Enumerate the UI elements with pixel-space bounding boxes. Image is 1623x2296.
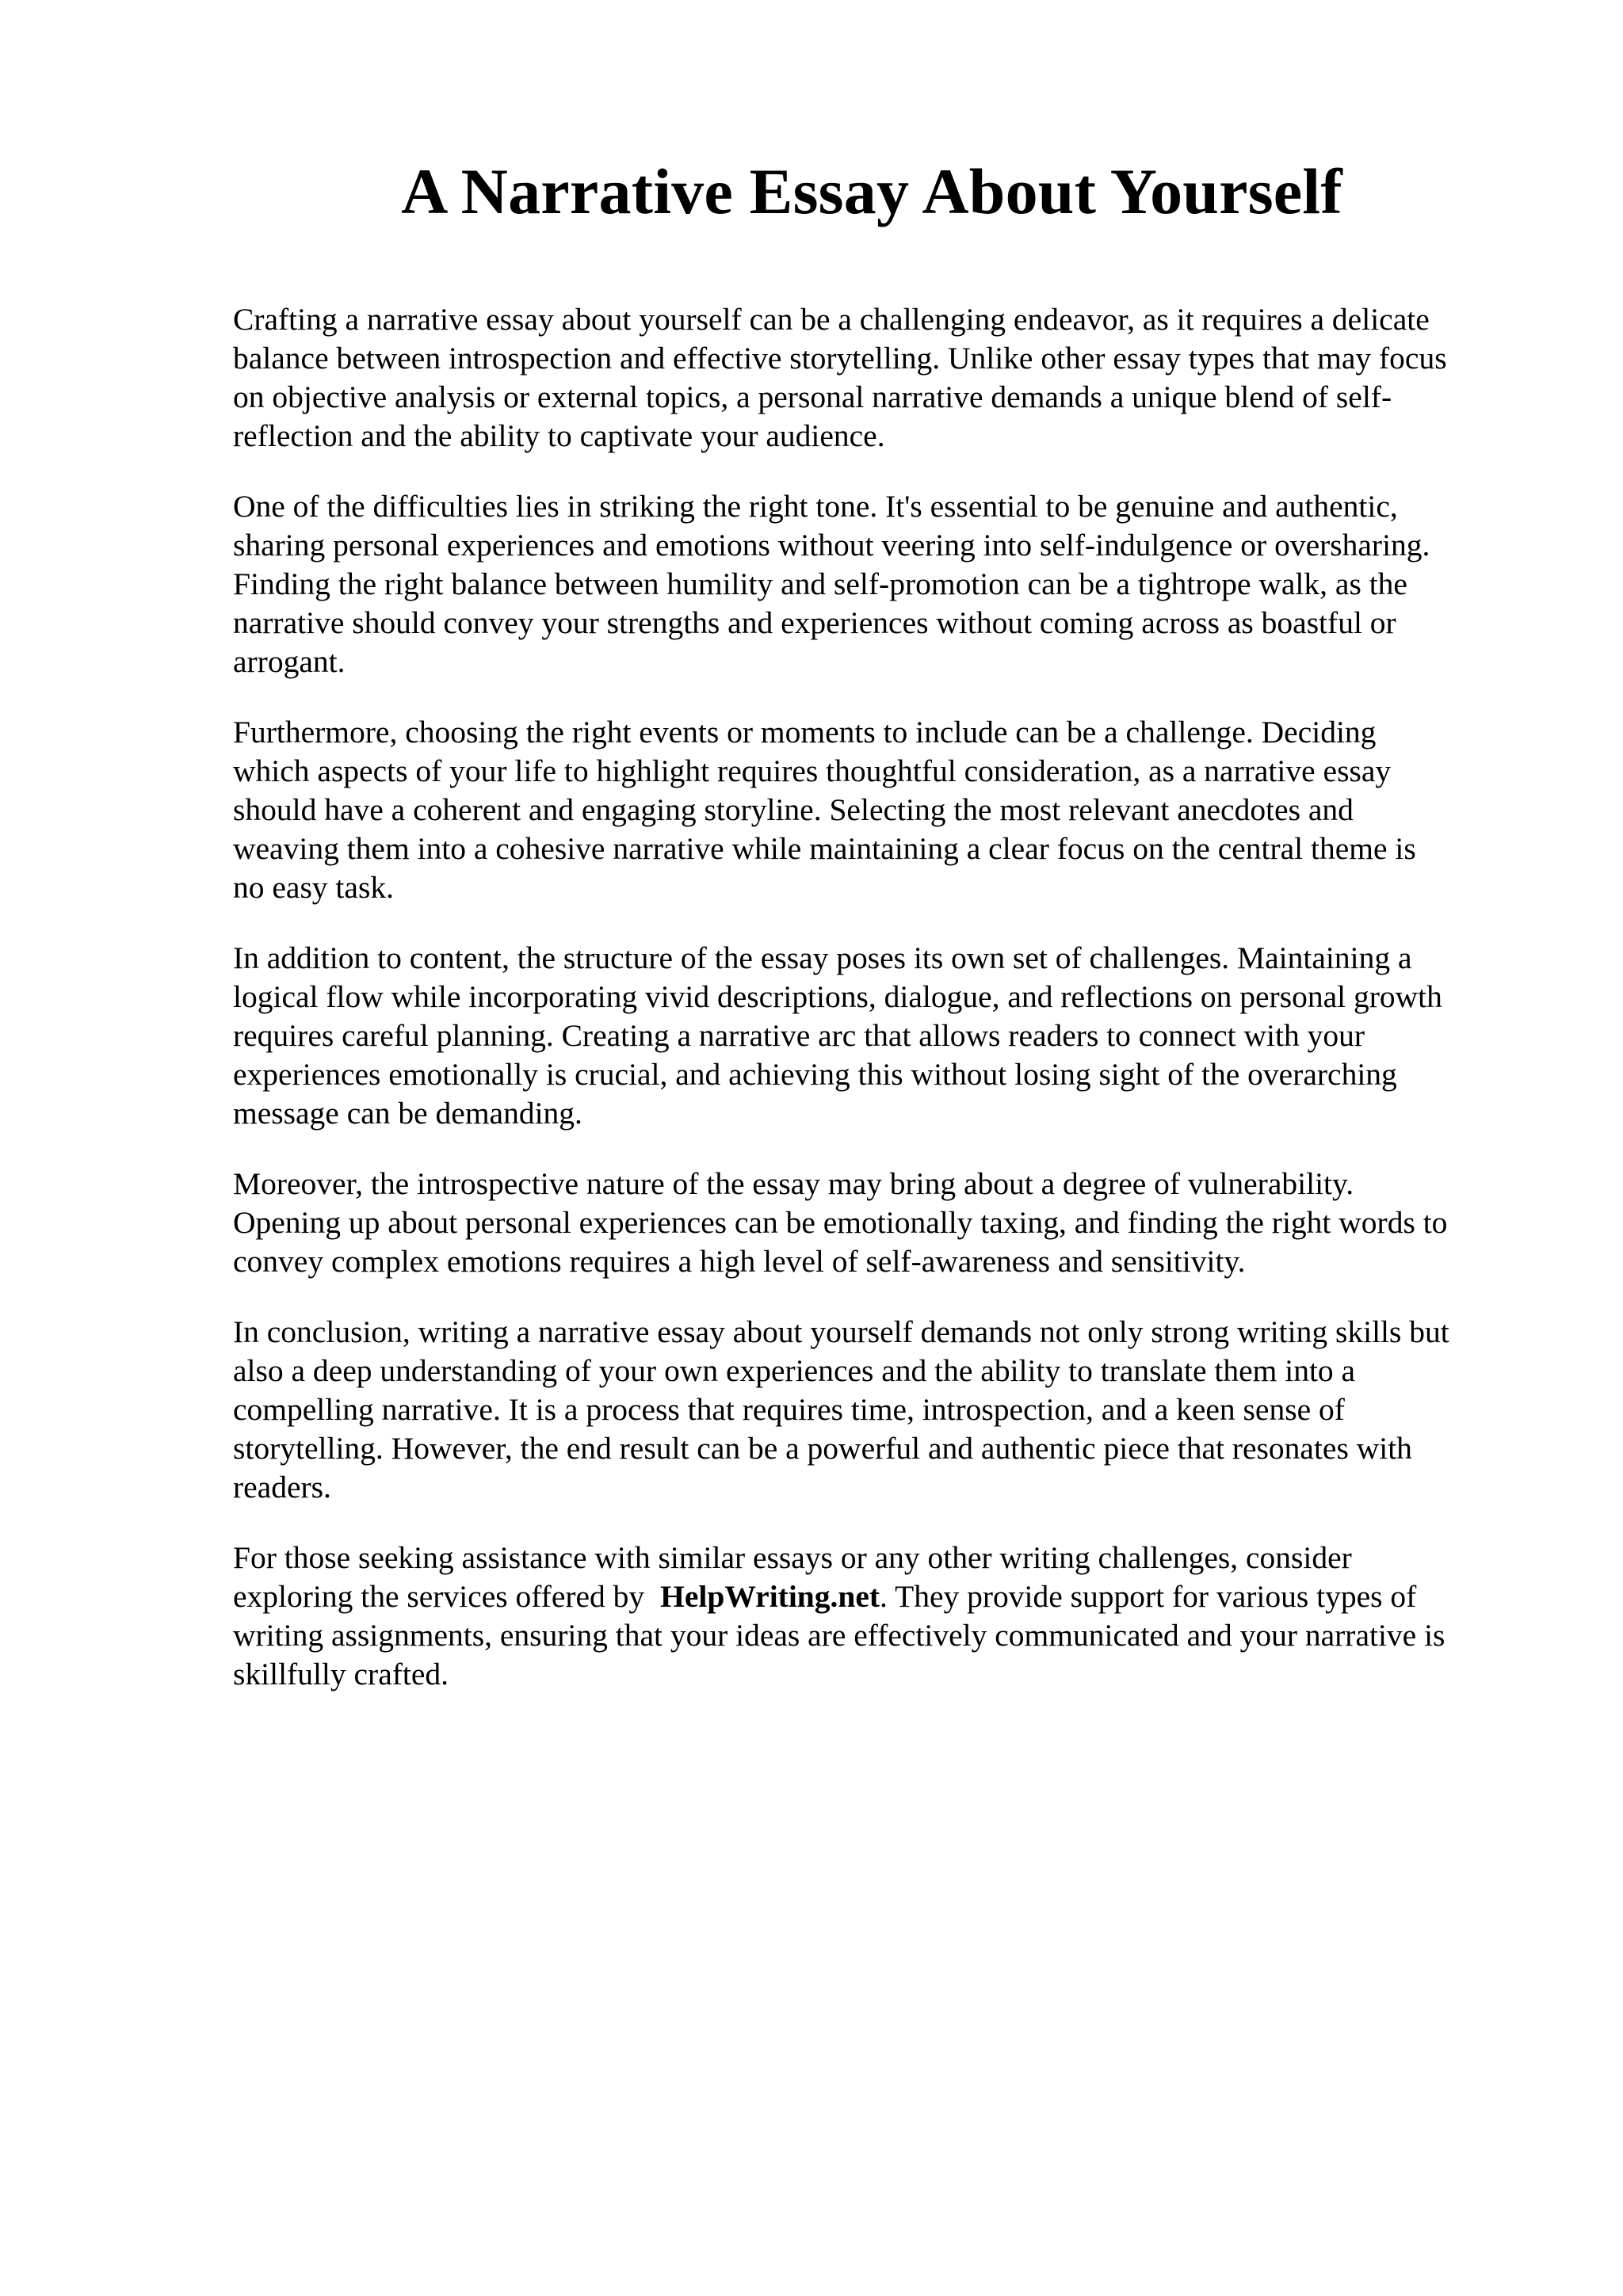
paragraph-line: arrogant. — [233, 644, 346, 679]
paragraph-line: Opening up about personal experiences can be emotionally taxing, and finding the right words to — [233, 1205, 1448, 1240]
paragraph-line — [233, 1577, 1533, 1616]
paragraph-line: In addition to content, the structure of the essay poses its own set of challenges. Maintaining a — [233, 940, 1412, 975]
essay-body — [233, 300, 1533, 1726]
paragraph-line: Moreover, the introspective nature of the essay may bring about a degree of vulnerability. — [233, 1166, 1354, 1201]
closing-paragraph — [233, 1539, 1533, 1694]
helpwriting-link[interactable]: HelpWriting.net — [660, 1579, 880, 1614]
paragraph-line: message can be demanding. — [233, 1096, 582, 1131]
paragraph-line: For those seeking assistance with similar essays or any other writing challenges, consider — [233, 1540, 1352, 1575]
paragraph-3 — [233, 713, 1533, 907]
closing-text-after-link: . They provide support for various types of — [880, 1579, 1417, 1614]
paragraph-line: narrative should convey your strengths and experiences without coming across as boastful or — [233, 605, 1396, 640]
paragraph-line: requires careful planning. Creating a narrative arc that allows readers to connect with your — [233, 1018, 1365, 1053]
paragraph-line: writing assignments, ensuring that your ideas are effectively communicated and your narrative is — [233, 1618, 1445, 1653]
paragraph-line: reflection and the ability to captivate your audience. — [233, 418, 885, 453]
paragraph-2 — [233, 487, 1533, 681]
paragraph-line: storytelling. However, the end result can be a powerful and authentic piece that resonates with — [233, 1431, 1412, 1466]
paragraph-line: sharing personal experiences and emotions without veering into self-indulgence or oversharing. — [233, 528, 1430, 563]
paragraph-line: should have a coherent and engaging storyline. Selecting the most relevant anecdotes and — [233, 792, 1354, 827]
paragraph-line: balance between introspection and effective storytelling. Unlike other essay types that may focus — [233, 341, 1447, 376]
paragraph-4 — [233, 939, 1533, 1133]
paragraph-line: no easy task. — [233, 870, 394, 905]
paragraph-line: Crafting a narrative essay about yourself can be a challenging endeavor, as it requires a delicate — [233, 302, 1430, 337]
paragraph-line: In conclusion, writing a narrative essay about yourself demands not only strong writing skills but — [233, 1314, 1449, 1349]
paragraph-line: also a deep understanding of your own experiences and the ability to translate them into a — [233, 1353, 1356, 1388]
paragraph-line: readers. — [233, 1470, 331, 1505]
paragraph-line: convey complex emotions requires a high level of self-awareness and sensitivity. — [233, 1244, 1246, 1279]
paragraph-1 — [233, 300, 1533, 456]
paragraph-line: skillfully crafted. — [233, 1657, 449, 1691]
paragraph-line: Finding the right balance between humility and self-promotion can be a tightrope walk, as the — [233, 566, 1407, 601]
paragraph-line: on objective analysis or external topics, a personal narrative demands a unique blend of self- — [233, 379, 1392, 414]
paragraph-line: logical flow while incorporating vivid descriptions, dialogue, and reflections on personal growth — [233, 979, 1442, 1014]
page-title: A Narrative Essay About Yourself — [401, 155, 1342, 227]
paragraph-line: Furthermore, choosing the right events or moments to include can be a challenge. Deciding — [233, 715, 1377, 749]
paragraph-line: compelling narrative. It is a process that requires time, introspection, and a keen sense of — [233, 1392, 1345, 1427]
paragraph-line: One of the difficulties lies in striking the right tone. It's essential to be genuine and authentic, — [233, 489, 1398, 524]
paragraph-line: which aspects of your life to highlight requires thoughtful consideration, as a narrative essay — [233, 753, 1392, 788]
paragraph-5 — [233, 1165, 1533, 1281]
paragraph-line: weaving them into a cohesive narrative while maintaining a clear focus on the central theme is — [233, 831, 1416, 866]
closing-text-before-link: exploring the services offered by — [233, 1579, 645, 1614]
paragraph-line: experiences emotionally is crucial, and achieving this without losing sight of the overarching — [233, 1057, 1397, 1092]
paragraph-6 — [233, 1313, 1533, 1507]
